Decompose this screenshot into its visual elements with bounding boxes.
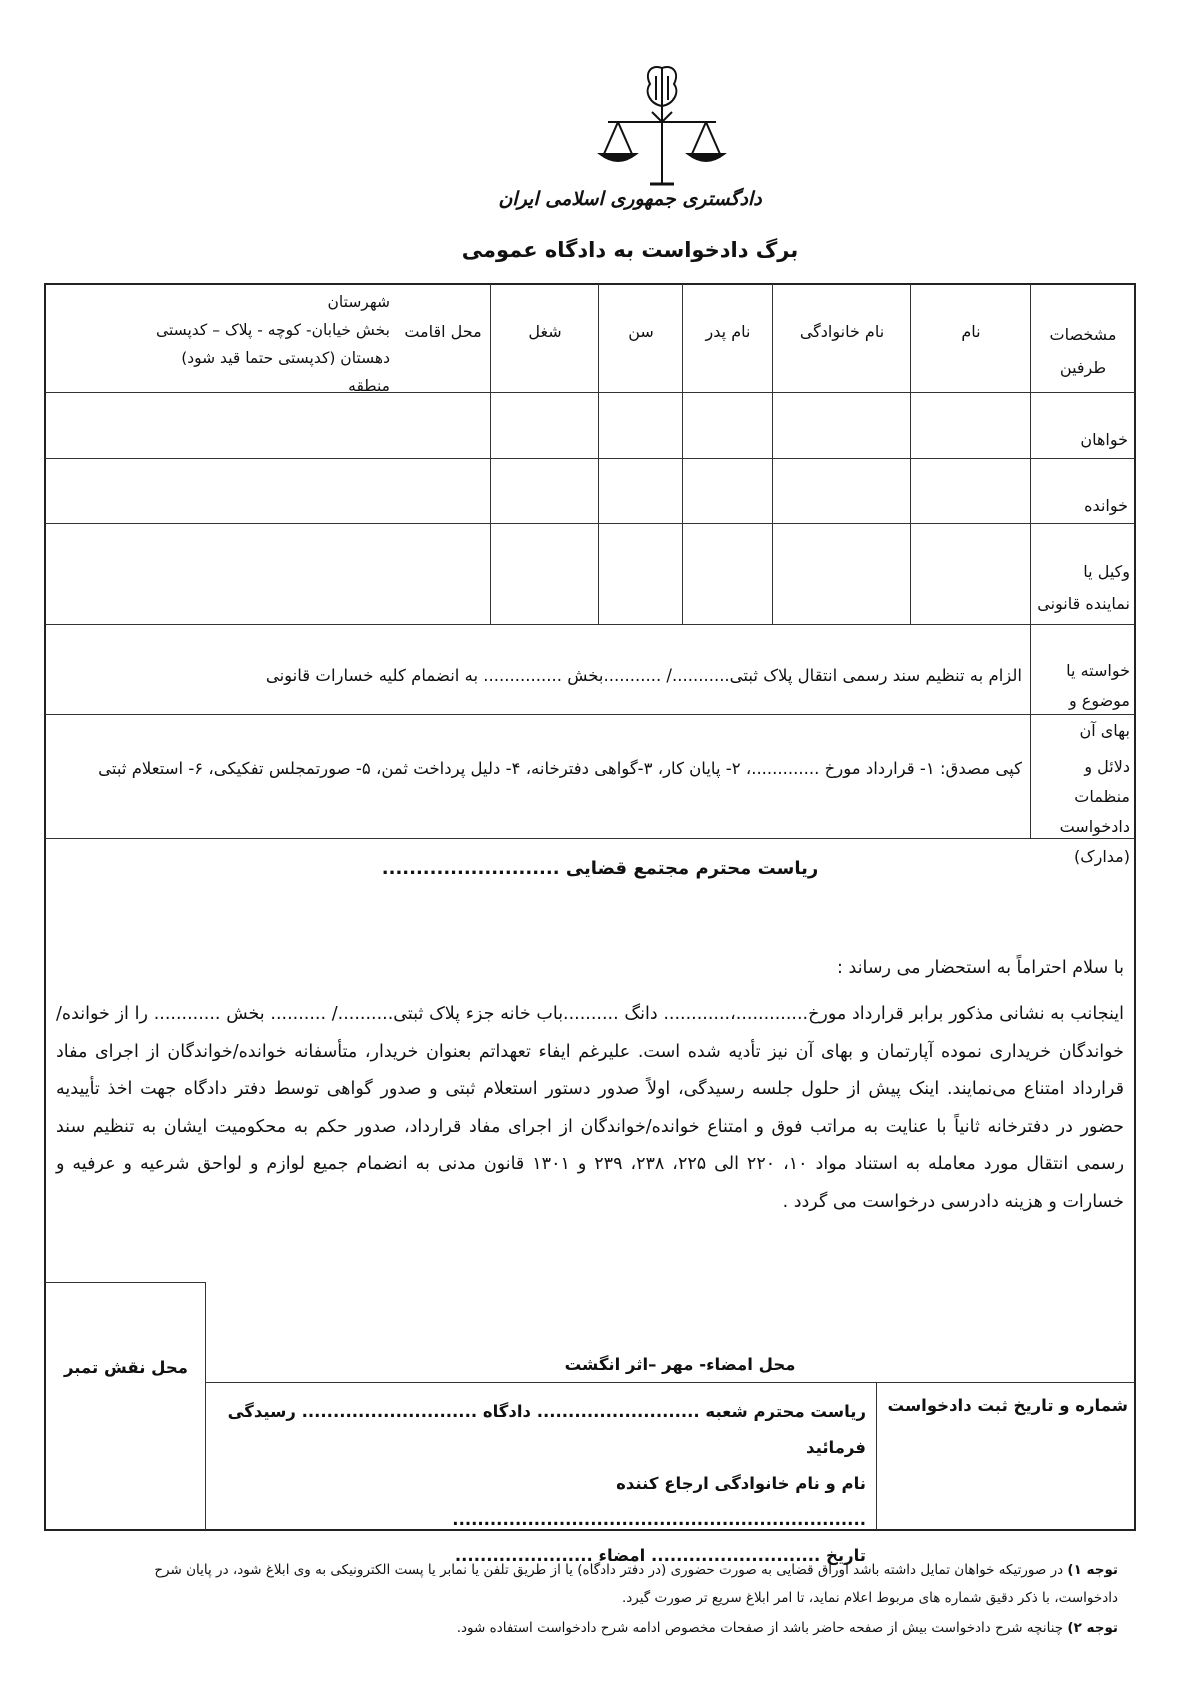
note-1-label: توجه ۱) [1067,1562,1118,1578]
note-1-text: در صورتیکه خواهان تمایل داشته باشد اوراق قضایی به صورت حضوری (در دفتر دادگاه) یا از طریق تلفن یا نمابر یا پست الکترونیکی به وی ابلاغ شود، در پایان شرح دادخواست، با ذکر دقیق شماره های مربوط اعلام نماید، تا امر ابلاغ سریع تر صورت گیرد. [154,1562,1118,1606]
residence-line-village: دهستان (کدپستی حتما قید شود) [181,349,390,367]
referral-line-branch: ریاست محترم شعبه .......................... دادگاه ............................ رسیدگی فرمائید [227,1402,866,1457]
residence-line-city: شهرستان [327,293,390,311]
organization-name: دادگستری جمهوری اسلامی ایران [498,188,762,210]
residence-line-street: بخش خیابان- کوچه - پلاک – کدپستی [156,321,390,339]
row-attorney: وکیل یا نماینده قانونی [1037,562,1130,613]
row-defendant: خوانده [1084,496,1128,515]
petition-salutation: ریاست محترم مجتمع قضایی .......................... [381,858,819,879]
judiciary-emblem-icon [594,62,730,192]
residence-details [90,288,390,400]
row-plaintiff: خواهان [1080,430,1128,449]
attorney-info-row[interactable] [46,524,1030,623]
note-1 [88,1556,1118,1612]
referral-section [214,1394,866,1574]
header-residence: محل اقامت [404,322,482,341]
referral-line-referrer: نام و نام خانوادگی ارجاع کننده .................................................................. [452,1474,866,1529]
row-claim-label: خواسته یا موضوع و بهای آن [1066,661,1130,740]
header-parties: مشخصات طرفین [1049,325,1117,377]
claim-text: الزام به تنظیم سند رسمی انتقال پلاک ثبتی.........../ ...........بخش ............... به انضمام کلیه خسارات قانونی [265,666,1022,685]
note-2-text: چنانچه شرح دادخواست بیش از صفحه حاضر باشد از صفحات مخصوص ادامه شرح دادخواست استفاده شود. [456,1620,1064,1636]
registration-number-date: شماره و تاریخ ثبت دادخواست [887,1396,1128,1415]
stamp-place: محل نقش تمبر [64,1358,188,1377]
signature-place: محل امضاء- مهر –اثر انگشت [564,1355,796,1374]
header-family-name: نام خانوادگی [799,322,885,341]
header-father-name: نام پدر [705,322,751,341]
header-age: سن [628,322,654,341]
header-name: نام [961,322,981,341]
header-job: شغل [528,322,562,341]
note-2 [88,1614,1118,1642]
defendant-info-row[interactable] [46,459,1030,522]
petition-greeting: با سلام احتراماً به استحضار می رساند : [837,958,1124,978]
plaintiff-info-row[interactable] [46,393,1030,457]
note-2-label: توجه ۲) [1067,1620,1118,1636]
residence-line-region: منطقه [348,377,390,395]
form-title: برگ دادخواست به دادگاه عمومی [461,238,799,262]
row-evidence-label: دلائل و منظمات دادخواست (مدارک) [1059,757,1130,866]
petition-body: اینجانب به نشانی مذکور برابر قرارداد مورخ.............،............ دانگ ..........باب خانه جزء پلاک ثبتی........../ .......... بخش ............ را از خوانده/خواندگان خریداری نموده آپارتمان و بهای آن نیز تأدیه شده است. علیرغم ایفاء تعهداتم بعنوان خریدار، متأسفانه خوانده/خواندگان از اجرای مفاد قرارداد امتناع می‌نمایند. اینک پیش از حلول جلسه رسیدگی، اولاً صدور دستور استعلام ثبتی و صدور گواهی توسط دفتر دادگاه جهت اخذ تأییدیه حضور در دفترخانه ثانیاً با عنایت به مراتب فوق و امتناع خوانده/خواندگان از اجرای مفاد قرارداد، صدور حکم به محکومیت ایشان به تنظیم سند رسمی انتقال مورد معامله به استناد مواد ۱۰، ۲۲۰ الی ۲۲۵، ۲۳۸، ۲۳۹ و ۱۳۰۱ قانون مدنی به انضمام جمیع لوازم و لواحق شرعیه و عرفیه و خسارات و هزینه دادرسی درخواست می گردد . [56,1004,1125,1212]
referral-line-date-signature: تاریخ ........................... امضاء ...................... [454,1546,866,1565]
evidence-text: کپی مصدق: ۱- قرارداد مورخ .............، ۲- پایان کار، ۳-گواهی دفترخانه، ۴- دلیل پرداخت ثمن، ۵- صورتمجلس تفکیکی، ۶- استعلام ثبتی [98,759,1022,778]
